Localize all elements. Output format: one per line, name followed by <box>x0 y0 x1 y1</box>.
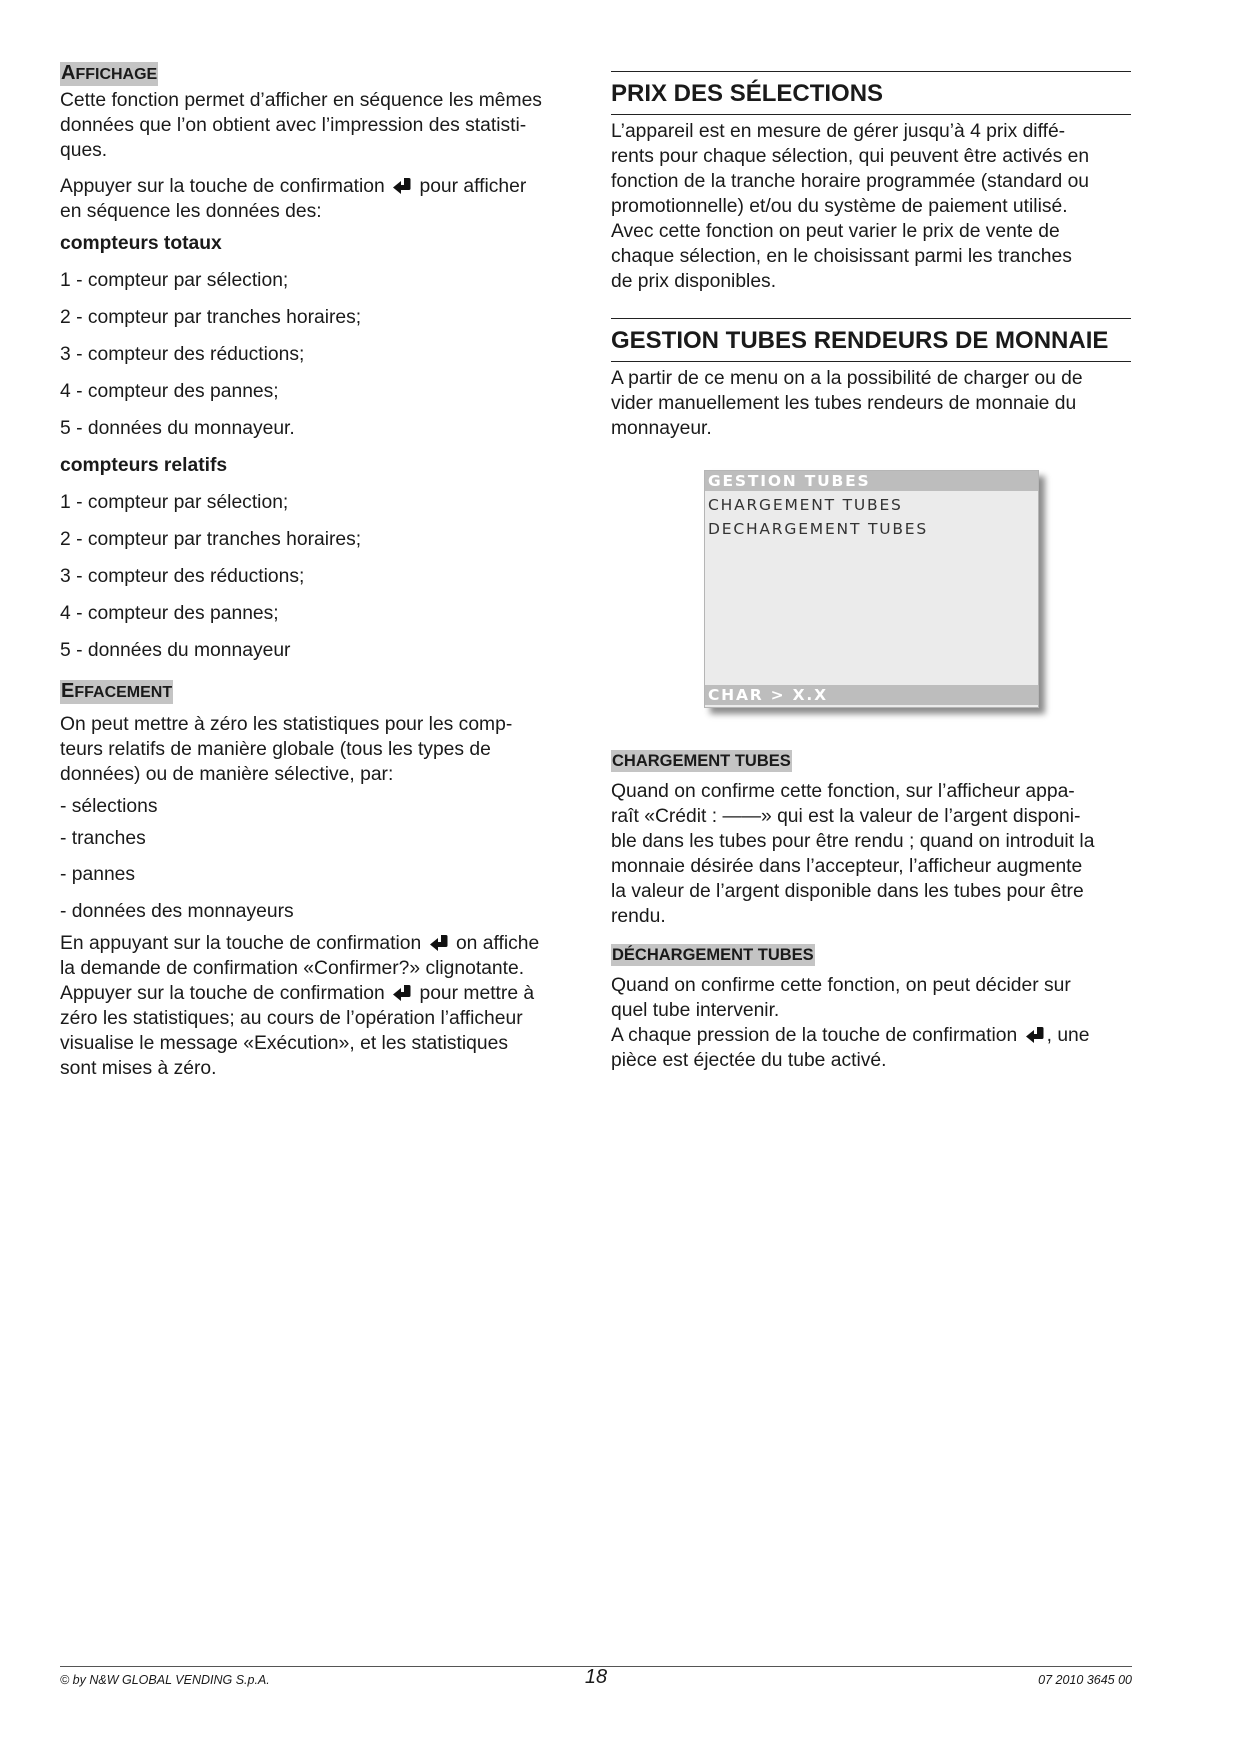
gestion-tubes-title: GESTION TUBES RENDEURS DE MONNAIE <box>611 318 1131 362</box>
dechargement-tubes-heading: DÉCHARGEMENT TUBES <box>612 946 814 964</box>
lcd-header: GESTION TUBES <box>705 471 1038 491</box>
page-number: 18 <box>584 1666 608 1688</box>
lcd-menu-item: CHARGEMENT TUBES <box>708 496 903 514</box>
list-item: 2 - compteur par tranches horaires; <box>60 307 362 328</box>
chargement-tubes-heading: CHARGEMENT TUBES <box>612 752 791 770</box>
affichage-confirm-text: Appuyer sur la touche de confirmation pour afficher en séquence les données des: <box>60 176 527 222</box>
enter-key-icon <box>1025 1026 1045 1044</box>
lcd-menu-item: DECHARGEMENT TUBES <box>708 520 929 538</box>
prix-selections-text: L’appareil est en mesure de gérer jusqu’à 4 prix diffé- rents pour chaque sélection, qui peuvent être activés en fonction de la tranche horaire programmée (standard ou promotionnelle) et/ou du système de paiement utilisé. Avec cette fonction on peut varier le prix de vente de chaque sélection, en le choisissant parmi les tranches de prix disponibles. <box>611 121 1090 292</box>
list-item: 2 - compteur par tranches horaires; <box>60 529 362 550</box>
footer-doc-code: 07 2010 3645 00 <box>1038 1673 1132 1687</box>
list-item: 3 - compteur des réductions; <box>60 344 305 365</box>
compteurs-relatifs-label: compteurs relatifs <box>60 455 228 476</box>
enter-key-icon <box>392 177 412 195</box>
affichage-heading: AFFICHAGE <box>61 62 158 84</box>
effacement-heading: EFFACEMENT <box>61 680 173 702</box>
enter-key-icon <box>429 934 449 952</box>
effacement-intro: On peut mettre à zéro les statistiques pour les comp- teurs relatifs de manière globale (tous les types de données) ou de manière sélective, par: <box>60 714 513 785</box>
list-item: 3 - compteur des réductions; <box>60 566 305 587</box>
lcd-footer: CHAR > X.X <box>705 685 1038 705</box>
list-item: - pannes <box>60 864 136 885</box>
list-item: - sélections <box>60 796 158 817</box>
chargement-tubes-text: Quand on confirme cette fonction, sur l’afficheur appa- raît «Crédit : ——» qui est la valeur de l’argent disponi- ble dans les tubes pour être rendu ; quand on introduit la monnaie désirée dans l’accepteur, l’afficheur augmente la valeur de l’argent disponible dans les tubes pour être rendu. <box>611 781 1095 927</box>
affichage-intro: Cette fonction permet d’afficher en séquence les mêmes données que l’on obtient avec l’impression des statisti- ques. <box>60 90 542 161</box>
list-item: 4 - compteur des pannes; <box>60 381 279 402</box>
footer-copyright: © by N&W GLOBAL VENDING S.p.A. <box>60 1673 270 1687</box>
list-item: 4 - compteur des pannes; <box>60 603 279 624</box>
list-item: 5 - données du monnayeur <box>60 640 291 661</box>
list-item: 1 - compteur par sélection; <box>60 492 289 513</box>
prix-selections-title: PRIX DES SÉLECTIONS <box>611 71 1131 115</box>
lcd-display <box>704 470 1039 708</box>
list-item: 5 - données du monnayeur. <box>60 418 295 439</box>
enter-key-icon <box>392 984 412 1002</box>
compteurs-totaux-label: compteurs totaux <box>60 233 222 254</box>
list-item: - données des monnayeurs <box>60 901 294 922</box>
effacement-confirm-text: En appuyant sur la touche de confirmation on affiche la demande de confirmation «Confirmer?» clignotante. Appuyer sur la touche de confirmation pour mettre à zéro les statistiques; au cours de l’opération l’afficheur visualise le message «Exécution», et les statistiques sont mises à zéro. <box>60 933 540 1079</box>
list-item: 1 - compteur par sélection; <box>60 270 289 291</box>
list-item: - tranches <box>60 828 146 849</box>
dechargement-tubes-text: Quand on confirme cette fonction, on peut décider sur quel tube intervenir. A chaque pression de la touche de confirmation , une pièce est éjectée du tube activé. <box>611 975 1090 1071</box>
gestion-tubes-text: A partir de ce menu on a la possibilité de charger ou de vider manuellement les tubes rendeurs de monnaie du monnayeur. <box>611 368 1083 439</box>
